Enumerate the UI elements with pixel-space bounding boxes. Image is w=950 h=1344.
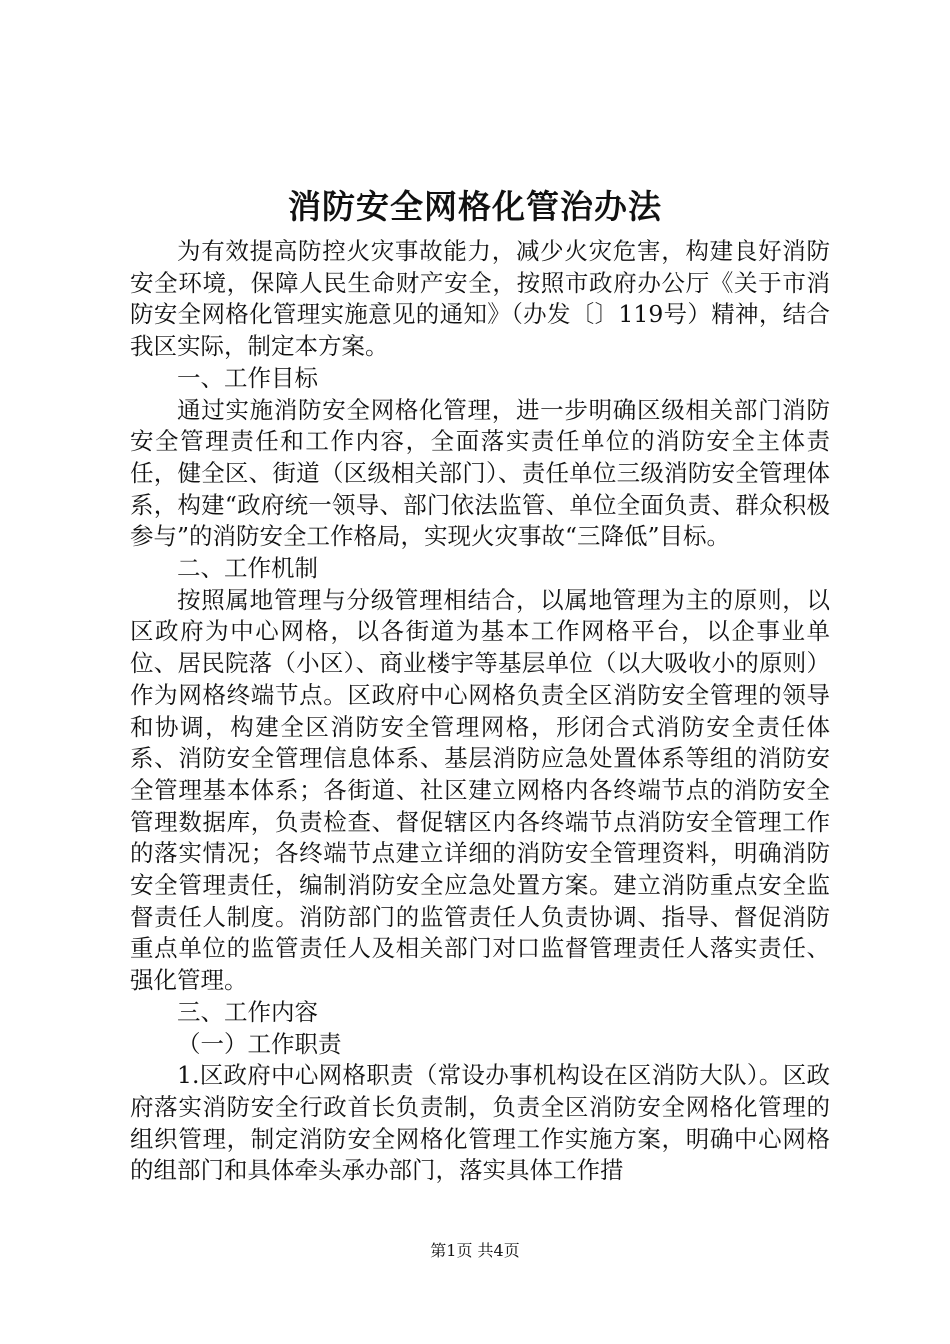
paragraph-mechanism: 按照属地管理与分级管理相结合，以属地管理为主的原则，以区政府为中心网格，以各街道为基本工作网格平台，以企事业单位、居民院落（小区）、商业楼宇等基层单位（以大吸收小的原则）作为网格终端节点。区政府中心网格负责全区消防安全管理的领导和协调，构建全区消防安全管理网格，形闭合式消防安全责任体系、消防安全管理信息体系、基层消防应急处置体系等组的消防安全管理基本体系；各街道、社区建立网格内各终端节点的消防安全管理数据库，负责检查、督促辖区内各终端节点消防安全管理工作的落实情况；各终端节点建立详细的消防安全管理资料，明确消防安全管理责任，编制消防安全应急处置方案。建立消防重点安全监督责任人制度。消防部门的监管责任人负责协调、指导、督促消防重点单位的监管责任人及相关部门对口监督管理责任人落实责任、强化管理。 bbox=[130, 585, 830, 995]
subsection-heading-duties: （一）工作职责 bbox=[177, 1029, 342, 1058]
document-body bbox=[130, 236, 830, 1187]
paragraph-intro: 为有效提高防控火灾事故能力，减少火灾危害，构建良好消防安全环境，保障人民生命财产安全，按照市政府办公厅《关于市消防安全网格化管理实施意见的通知》（办发〔〕119号）精神，结合我区实际，制定本方案。 bbox=[130, 237, 830, 361]
section-heading-goals: 一、工作目标 bbox=[177, 363, 318, 392]
paragraph-goals: 通过实施消防安全网格化管理，进一步明确区级相关部门消防安全管理责任和工作内容，全面落实责任单位的消防安全主体责任，健全区、街道（区级相关部门）、责任单位三级消防安全管理体系，构建“政府统一领导、部门依法监管、单位全面负责、群众积极参与”的消防安全工作格局，实现火灾事故“三降低”目标。 bbox=[130, 395, 830, 551]
page-number-footer: 第1页 共4页 bbox=[430, 1241, 520, 1260]
section-heading-mechanism: 二、工作机制 bbox=[177, 554, 318, 583]
document-title: 消防安全网格化管治办法 bbox=[288, 187, 662, 226]
paragraph-duties: 1.区政府中心网格职责（常设办事机构设在区消防大队）。区政府落实消防安全行政首长负责制，负责全区消防安全网格化管理的组织管理，制定消防安全网格化管理工作实施方案，明确中心网格的组部门和具体牵头承办部门，落实具体工作措 bbox=[130, 1061, 830, 1185]
section-heading-content: 三、工作内容 bbox=[177, 997, 318, 1026]
